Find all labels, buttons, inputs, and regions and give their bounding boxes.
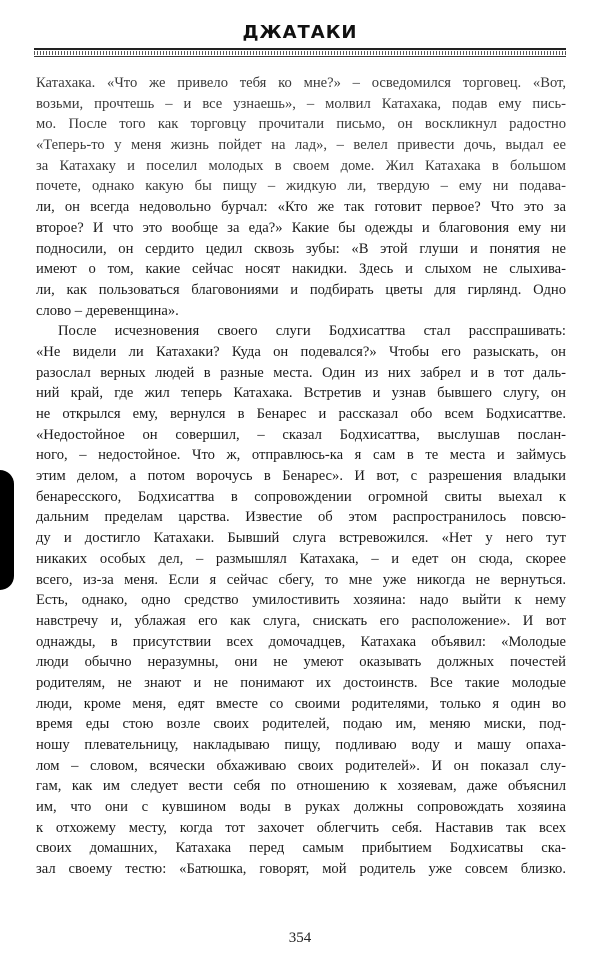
text-line: второе? И что это вообще за еда?» Какие бы одежды и благовония ему ни (36, 219, 566, 236)
text-line: имеют о том, какие сейчас носят накидки. Здесь и слыхом не слыхива- (36, 261, 566, 278)
text-line: своих домашних, Катахака перед самым прибытием Бодхисатвы ска- (36, 840, 566, 857)
text-line: этим делом, а потом ворочусь в Бенарес». И вот, с разрешения владыки (36, 468, 566, 485)
running-title: ДЖАТАКИ (242, 22, 358, 43)
text-line: всего, из-за меня. Если я сейчас сбегу, то мне уже никогда не вернуться. (36, 571, 566, 588)
header-rule-thick (34, 48, 566, 50)
text-line: родителям, не знают и не понимают их достоинств. Все такие молодые (36, 674, 566, 691)
text-line: возьми, прочтешь – и все узнаешь», – молвил Катахака, подав ему пись- (36, 95, 566, 112)
page-header (0, 0, 600, 72)
text-line: После исчезновения своего слуги Бодхисаттва стал расспрашивать: (58, 323, 566, 340)
text-line: ли, он всегда недовольно бурчал: «Кто же так готовит первое? Что это за (36, 199, 566, 216)
page-number: 354 (288, 930, 312, 946)
text-line: люди обычно неразумны, они не умеют оказывать должных почестей (36, 654, 566, 671)
text-line: «Недостойное он совершил, – сказал Бодхисаттва, выслушав послан- (36, 426, 566, 443)
text-line: время еды стою возле своих родителей, подаю им, меняю миски, под- (36, 716, 566, 733)
text-line: лом – словом, всячески обхаживаю своих родителей». И он показал слу- (36, 757, 566, 774)
text-line: ду и достигло Катахаки. Бывший слуга встревожился. «Нет у него тут (36, 530, 566, 547)
text-line: «Не видели ли Катахаки? Куда он подевался?» Чтобы его разыскать, он (36, 343, 566, 360)
text-line: «Теперь-то у меня жизнь пойдет на лад», – велел привести дочь, выдал ее (36, 137, 566, 154)
text-line: бенаресского, Бодхисаттва в сопровождении огромной свиты выехал к (36, 488, 566, 505)
body-text (36, 73, 566, 880)
scan-margin-shadow (0, 470, 14, 590)
text-line: однажды, в присутствии всех домочадцев, Катахака объявил: «Молодые (36, 633, 566, 650)
text-line: гам, как им следует вести себя по отношению к хозяевам, даже объяснил (36, 778, 566, 795)
text-line: ношу плевательницу, накладываю пищу, подливаю воду и машу опаха- (36, 737, 566, 753)
text-line: дальним пределам царства. Известие об этом распространилось повсю- (36, 509, 566, 526)
header-rule-hatch (34, 51, 566, 55)
paragraph-1 (36, 73, 566, 321)
text-line: им, что они с кувшином воды в руках должны сопровождать хозяина (36, 799, 566, 816)
text-line: за Катахаку и поселил молодых в своем доме. Жил Катахака в большом (36, 157, 566, 174)
text-line: разослал верных людей в разные места. Один из них забрел и в тот даль- (36, 364, 566, 381)
text-line: ний край, где жил теперь Катахака. Встретив и узнав бывшего слугу, он (36, 385, 566, 402)
header-rule-thin (34, 56, 566, 57)
text-line: Есть, однако, одно средство умилостивить хозяина: надо выйти к нему (36, 592, 566, 609)
text-line: мо. После того как торговцу прочитали письмо, он воскликнул радостно (36, 116, 566, 133)
text-line: почете, однако какую бы пищу – жидкую ли, твердую – ему ни подава- (36, 178, 566, 195)
text-line: навстречу и, ублажая его как слуга, снискать его расположение». И вот (36, 612, 566, 629)
text-line: ного, – недостойное. Что ж, отправлюсь-ка я сам в те места и займусь (36, 447, 566, 464)
text-line: Катахака. «Что же привело тебя ко мне?» – осведомился торговец. «Вот, (36, 75, 566, 91)
paragraph-2 (36, 321, 566, 880)
text-line: никаких особых дел, – размышлял Катахака, – и едет он сюда, скорее (36, 550, 566, 567)
text-line: слово – деревенщина». (36, 302, 179, 319)
text-line: ли, как пользоваться благовониями и подбирать цветы для гирлянд. Одно (36, 281, 566, 298)
text-line: люди, кроме меня, едят вместе со своими родителями, только я один во (36, 695, 566, 712)
text-line: подносили, он сердито цедил сквозь зубы: «В этой глуши и понятия не (36, 240, 566, 257)
text-line: зал своему тестю: «Батюшка, говорят, мой родитель уже совсем близко. (36, 861, 566, 878)
text-line: к отхожему месту, когда тот захочет облегчить себя. Наставив так всех (36, 819, 566, 836)
text-line: не открылся ему, вернулся в Бенарес и рассказал обо всем Бодхисаттве. (36, 406, 566, 422)
